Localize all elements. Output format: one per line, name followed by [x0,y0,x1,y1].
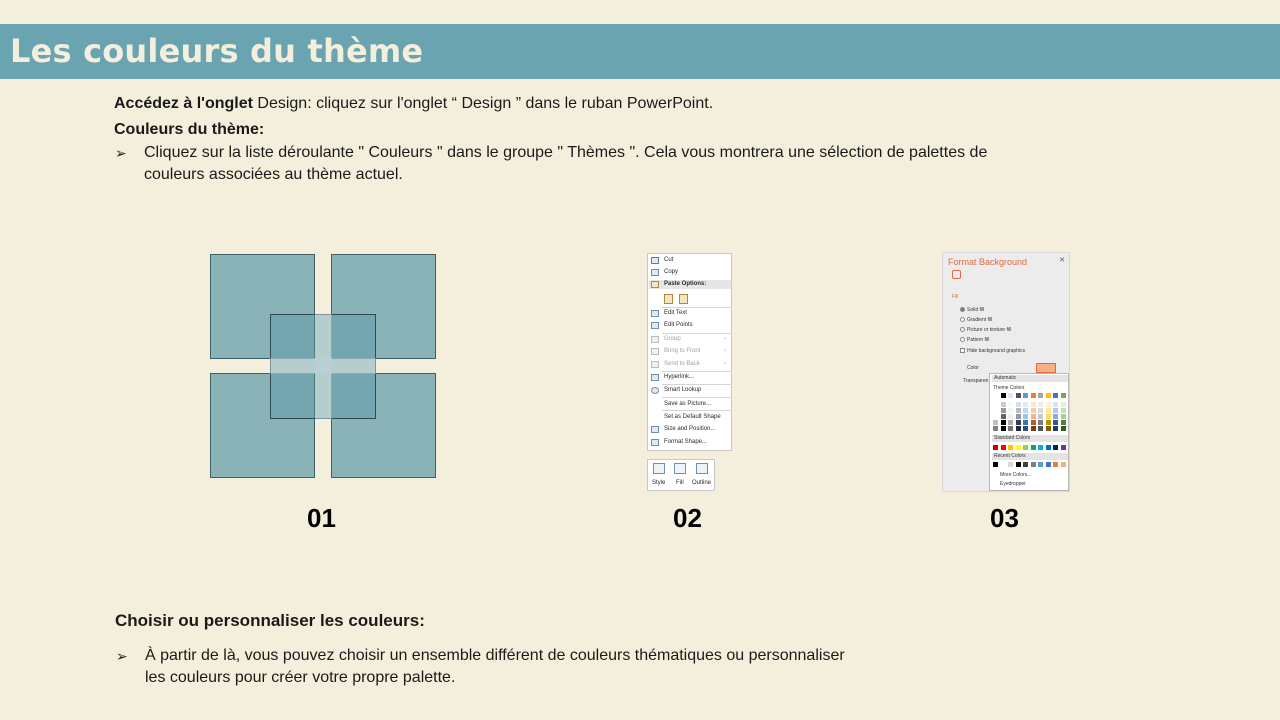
palette-automatic: Automatic [992,375,1068,382]
intro-bold-lead: Accédez à l'onglet [114,95,253,112]
bring-front-icon [651,348,659,355]
theme-swatch-shade [1016,408,1021,413]
menu-item-size-position: Size and Position... [664,426,716,432]
theme-swatch-shade [1008,426,1013,431]
theme-swatch-shade [993,420,998,425]
radio-gradient-fill [960,317,965,322]
theme-swatch-shade [1053,426,1058,431]
standard-swatch [1038,445,1043,450]
bullet-text-line1: Cliquez sur la liste déroulante " Couleurs " dans le groupe " Thèmes ". Cela vous montrera une sélection de palettes de [144,144,988,161]
theme-swatch-shade [1038,420,1043,425]
gap-horizontal [270,358,376,374]
menu-item-copy: Copy [664,269,679,275]
menu-item-hyperlink: Hyperlink... [664,374,695,380]
recent-swatch [1016,462,1021,467]
theme-swatch-shade [993,408,998,413]
theme-swatch-shade [1038,426,1043,431]
radio-pattern-fill [960,337,965,342]
theme-swatch-shade [1031,426,1036,431]
recent-swatch [1038,462,1043,467]
theme-swatch [1053,393,1058,398]
theme-swatch-shade [1061,402,1066,407]
menu-item-paste-options: Paste Options: [664,281,707,287]
chevron-right-icon: › [724,348,726,354]
separator [662,410,732,411]
theme-swatch [1046,393,1051,398]
menu-item-edit-points: Edit Points [664,322,693,328]
theme-swatch [1016,393,1021,398]
search-icon [651,387,659,394]
theme-swatch-shade [1038,408,1043,413]
theme-swatch-shade [1023,414,1028,419]
theme-swatch [1038,393,1043,398]
theme-swatch-shade [1008,408,1013,413]
theme-swatch-shade [1061,426,1066,431]
theme-swatch-shade [1053,408,1058,413]
theme-swatch [1031,393,1036,398]
theme-swatch-shade [993,402,998,407]
mini-toolbar-outline: Outline [692,480,712,486]
edit-points-icon [651,322,659,329]
theme-swatch-shade [1023,402,1028,407]
context-menu-screenshot [647,253,732,451]
color-picker-button [1036,363,1056,373]
theme-swatch-shade [1038,414,1043,419]
mini-toolbar-screenshot [647,459,715,491]
recent-swatch [1001,462,1006,467]
menu-item-format-shape: Format Shape... [664,439,708,445]
recent-swatch [1031,462,1036,467]
theme-swatch [1008,393,1013,398]
theme-swatch-shade [1046,426,1051,431]
section-heading-theme-colors: Couleurs du thème: [114,121,265,138]
hyperlink-icon [651,374,659,381]
recent-swatch [1046,462,1051,467]
separator [662,307,732,308]
intro-rest: Design: cliquez sur l'onglet “ Design ” dans le ruban PowerPoint. [252,95,714,112]
standard-swatch [1023,445,1028,450]
palette-standard-colors-label: Standard Colors [992,435,1068,442]
menu-item-cut: Cut [664,257,674,263]
theme-swatch-shade [1053,414,1058,419]
theme-swatch-shade [1023,420,1028,425]
theme-swatch-shade [1061,414,1066,419]
theme-swatch-shade [1031,414,1036,419]
color-palette-dropdown [989,373,1069,491]
menu-item-send-to-back: Send to Back [664,361,700,367]
theme-swatch-shade [1001,414,1006,419]
theme-swatch-shade [1008,402,1013,407]
option-pattern-fill: Pattern fill [967,337,990,343]
separator [662,333,732,334]
standard-swatch [993,445,998,450]
option-picture-fill: Picture or texture fill [967,327,1012,333]
bullet-text-line2: couleurs associées au thème actuel. [144,166,403,183]
standard-swatch [1053,445,1058,450]
palette-theme-colors-label: Theme Colors [993,385,1025,391]
standard-swatch [1001,445,1006,450]
format-shape-icon [651,439,659,446]
recent-swatch [1023,462,1028,467]
menu-item-bring-to-front: Bring to Front [664,348,701,354]
chevron-right-icon: › [724,336,726,342]
menu-item-edit-text: Edit Text [664,310,687,316]
mini-toolbar-style: Style [652,480,666,486]
checkbox-hide-graphics [960,348,965,353]
theme-swatch [1061,393,1066,398]
standard-swatch [1061,445,1066,450]
recent-swatch [1061,462,1066,467]
theme-swatch-shade [1001,408,1006,413]
theme-swatch-shade [1031,420,1036,425]
theme-swatch-shade [1008,414,1013,419]
edit-text-icon [651,310,659,317]
intro-line [114,93,713,115]
theme-swatch [1001,393,1006,398]
figure-label-03: 03 [990,503,1019,533]
theme-swatch-shade [1016,426,1021,431]
fill-section-label: Fill [952,294,959,300]
outline-pen-icon [696,463,708,474]
close-icon: ✕ [1059,257,1065,264]
theme-swatch-shade [1046,420,1051,425]
theme-swatch-shade [1016,420,1021,425]
option-solid-fill: Solid fill [967,307,985,313]
theme-swatch-shade [1046,408,1051,413]
theme-swatch-shade [1023,408,1028,413]
theme-swatch [1023,393,1028,398]
paste-keep-format-icon [664,294,673,304]
theme-swatch-shade [993,414,998,419]
recent-swatch [1008,462,1013,467]
radio-solid-fill [960,307,965,312]
menu-item-set-default-shape: Set as Default Shape [664,414,721,420]
title-bar [0,24,1280,79]
paste-icon [651,281,659,288]
standard-swatch [1031,445,1036,450]
figure-label-02: 02 [673,503,702,533]
standard-swatch [1016,445,1021,450]
theme-swatch-shade [1001,402,1006,407]
theme-swatch-shade [1061,420,1066,425]
bullet2-text-line1: À partir de là, vous pouvez choisir un ensemble différent de couleurs thématiques ou personnaliser [145,647,845,664]
theme-swatch-shade [1061,408,1066,413]
palette-recent-colors-label: Recent Colors [992,453,1068,460]
standard-swatch [1046,445,1051,450]
theme-swatch-shade [1008,420,1013,425]
recent-swatch [993,462,998,467]
bullet-arrow-icon: ➢ [115,145,127,161]
group-icon [651,336,659,343]
option-hide-background: Hide background graphics [967,348,1026,354]
theme-swatch-shade [1001,420,1006,425]
theme-swatch-shade [1038,402,1043,407]
separator [662,371,732,372]
section-heading-customize: Choisir ou personnaliser les couleurs: [115,611,425,630]
option-gradient-fill: Gradient fill [967,317,993,323]
theme-swatch-shade [1031,408,1036,413]
slide-title: Les couleurs du thème [10,32,424,70]
theme-swatch-shade [993,426,998,431]
fill-bucket-icon [674,463,686,474]
menu-item-save-as-picture: Save as Picture... [664,401,712,407]
copy-icon [651,269,659,276]
theme-swatch-shade [1053,420,1058,425]
theme-swatch-shade [1031,402,1036,407]
style-icon [653,463,665,474]
bullet2-text-line2: les couleurs pour créer votre propre palette. [145,669,456,686]
send-back-icon [651,361,659,368]
mini-toolbar-fill: Fill [676,480,684,486]
theme-swatch-shade [1046,402,1051,407]
bullet-arrow-icon: ➢ [116,648,128,664]
separator [662,397,732,398]
chevron-right-icon: › [724,361,726,367]
radio-picture-fill [960,327,965,332]
figure-label-01: 01 [307,503,336,533]
color-label: Color [967,365,979,371]
standard-swatch [1008,445,1013,450]
theme-swatch-shade [1053,402,1058,407]
theme-swatch-shade [1016,402,1021,407]
transparency-label: Transparen [963,378,989,384]
menu-item-smart-lookup: Smart Lookup [664,387,702,393]
paint-bucket-icon [952,270,961,279]
theme-swatch [993,393,998,398]
theme-swatch-shade [1016,414,1021,419]
theme-swatch-shade [1001,426,1006,431]
scissors-icon [651,257,659,264]
palette-more-colors: More Colors... [1000,472,1032,478]
paste-picture-icon [679,294,688,304]
recent-swatch [1053,462,1058,467]
theme-swatch-shade [1046,414,1051,419]
separator [662,384,732,385]
menu-item-group: Group [664,336,681,342]
format-background-title: Format Background [948,257,1028,267]
palette-eyedropper: Eyedropper [1000,481,1026,487]
theme-swatch-shade [1023,426,1028,431]
size-position-icon [651,426,659,433]
